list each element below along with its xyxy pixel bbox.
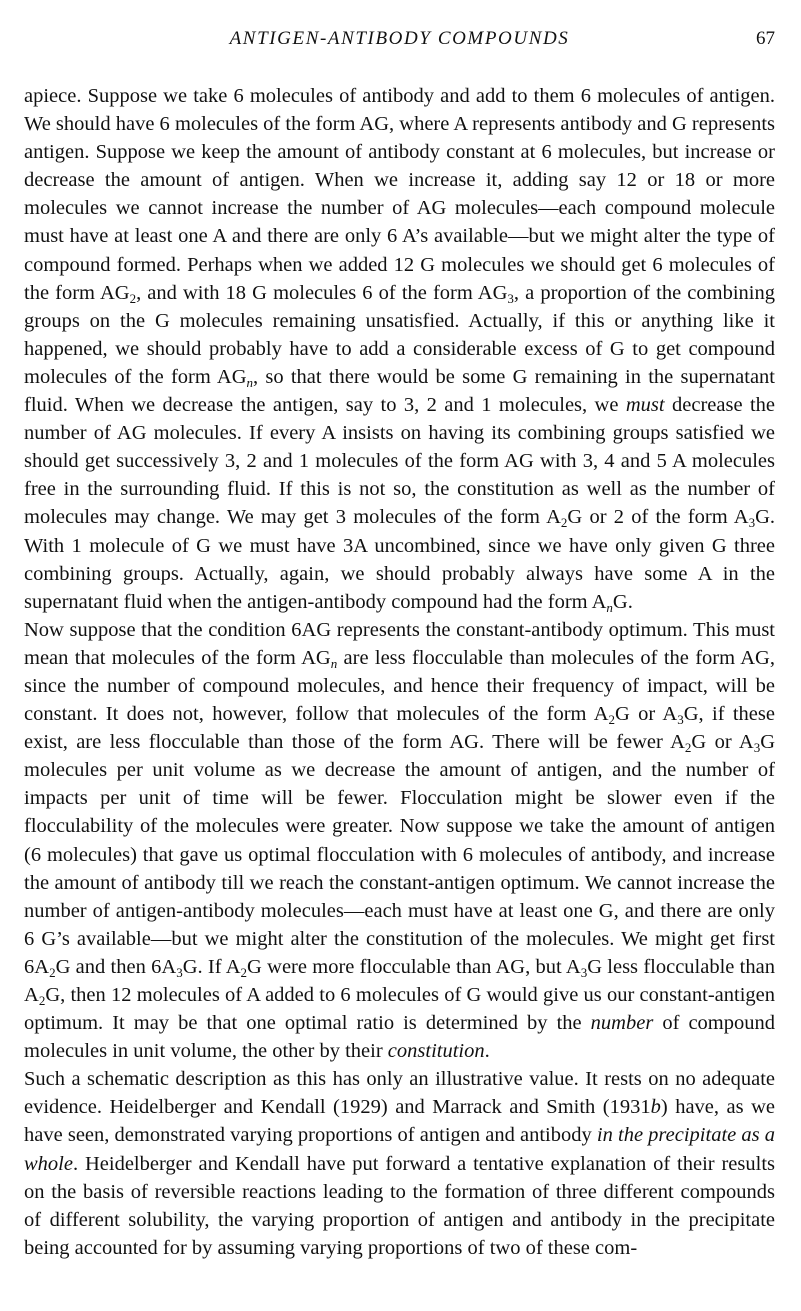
text-run: decrease the number of AG molecules. If every A insists on having its combining groups satisfied we should get successively 3, 2 and 1 molecules of the form AG with 3, 4 and 5 A molecules free in the surrounding fluid. If this is not so, the constitution as well as the number of molecules may change. We may get 3 molecules of the form A — [24, 394, 775, 529]
text-run: , and with 18 G molecules 6 of the form AG — [136, 281, 508, 304]
text-run: , so that there would be some G remaining in the supernatant fluid. When we decrease the antigen, say to 3, 2 and 1 molecules, we — [24, 365, 775, 417]
italic-text: in the precipitate as a whole — [24, 1124, 776, 1175]
subscript: 3 — [748, 515, 756, 531]
text-run: G less flocculable than A — [24, 955, 775, 1006]
paragraph — [24, 616, 775, 1066]
text-run: ) have, as we have seen, demonstrated varying proportions of antigen and antibody — [24, 1096, 775, 1147]
subscript: n — [606, 599, 613, 615]
subscript: 3 — [677, 712, 684, 728]
subscript: n — [246, 374, 254, 390]
running-head — [24, 28, 775, 56]
text-run: G molecules per unit volume as we decrease the amount of antigen, and the number of impacts per unit of time will be fewer. Flocculation might be slower even if the flocculability of the molecules were greater. Now suppose we take the amount of antigen (6 molecules) that gave us optimal flocculation with 6 molecules of antibody, and increase the amount of antibody till we reach the constant-antigen optimum. We cannot increase the number of antigen-antibody molecules—each must have at least one G, and there are only 6 G’s available—but we might alter the constitution of the molecules. We might get first 6A — [24, 731, 775, 978]
subscript: 2 — [608, 712, 615, 728]
paragraph — [24, 82, 775, 616]
text-run: G or A — [691, 731, 754, 754]
italic-text: number — [590, 1012, 654, 1035]
text-run: G. If A — [182, 955, 241, 978]
text-run: . Heidelberger and Kendall have put forward a tentative explanation of their results on the basis of reversible reactions leading to the formation of three different compounds of different solubility, the varying proportion of antigen and antibody in the precipitate being accounted for by assuming varying proportions of two of these com- — [24, 1152, 775, 1259]
book-page — [24, 28, 775, 1262]
subscript: 2 — [49, 964, 56, 980]
running-title: ANTIGEN-ANTIBODY COMPOUNDS — [229, 28, 570, 49]
subscript: n — [330, 655, 338, 671]
paragraph — [24, 1065, 775, 1262]
italic-text: constitution — [387, 1040, 485, 1063]
subscript: 3 — [580, 964, 588, 980]
text-run: of compound molecules in unit volume, the other by their — [24, 1012, 775, 1063]
subscript: 2 — [560, 515, 568, 531]
text-run: , a proportion of the combining groups on the G molecules remaining unsatisfied. Actually, if this or anything like it happened, we should probably have to add a considerable excess of G to get compound molecules of the form AG — [24, 281, 775, 388]
subscript: 2 — [129, 290, 137, 306]
text-run: are less flocculable than molecules of the form AG, since the number of compound molecules, and hence their frequency of impact, will be constant. It does not, however, follow that molecules of the form A — [24, 646, 775, 726]
text-run: G and then 6A — [55, 955, 177, 978]
text-run: . — [484, 1040, 490, 1063]
text-run: G. — [612, 590, 633, 613]
text-run: G or A — [615, 703, 678, 726]
text-run: G were more flocculable than AG, but A — [247, 955, 581, 978]
subscript: 2 — [684, 740, 692, 756]
page-number: 67 — [756, 28, 775, 49]
text-run: apiece. Suppose we take 6 molecules of antibody and add to them 6 molecules of antigen. We should have 6 molecules of the form AG, where A represents antibody and G represents antigen. Suppose we keep the amount of antibody constant at 6 molecules, but increase or decrease the amount of antigen. When we increase it, adding say 12 or 18 or more molecules we cannot increase the number of AG molecules—each compound molecule must have at least one A and there are only 6 A’s available—but we might alter the type of compound formed. Perhaps when we added 12 G molecules we should get 6 molecules of the form AG — [24, 85, 775, 304]
subscript: 3 — [753, 740, 761, 756]
text-run: G, if these exist, are less flocculable than those of the form AG. There will be fewer A — [24, 703, 775, 754]
subscript: 3 — [507, 290, 514, 306]
italic-text: must — [625, 394, 665, 417]
subscript: 3 — [176, 964, 183, 980]
subscript: 2 — [240, 964, 248, 980]
text-run: Such a schematic description as this has only an illustrative value. It rests on no adequate evidence. Heidelberger and Kendall (1929) and Marrack and Smith (1931 — [24, 1068, 775, 1119]
text-run: Now suppose that the condition 6AG represents the constant-antibody optimum. This must mean that molecules of the form AG — [24, 618, 775, 669]
text-run: G or 2 of the form A — [567, 506, 749, 529]
subscript: 2 — [38, 993, 46, 1008]
italic-text: b — [650, 1096, 661, 1119]
body-text — [24, 82, 775, 1262]
text-run: G. With 1 molecule of G we must have 3A uncombined, since we have only given G three combining groups. Actually, again, we should probably always have some A in the supernatant fluid when the antigen-antibody compound had the form A — [24, 506, 776, 613]
text-run: G, then 12 molecules of A added to 6 molecules of G would give us our constant-antigen optimum. It may be that one optimal ratio is determined by the — [24, 984, 775, 1035]
